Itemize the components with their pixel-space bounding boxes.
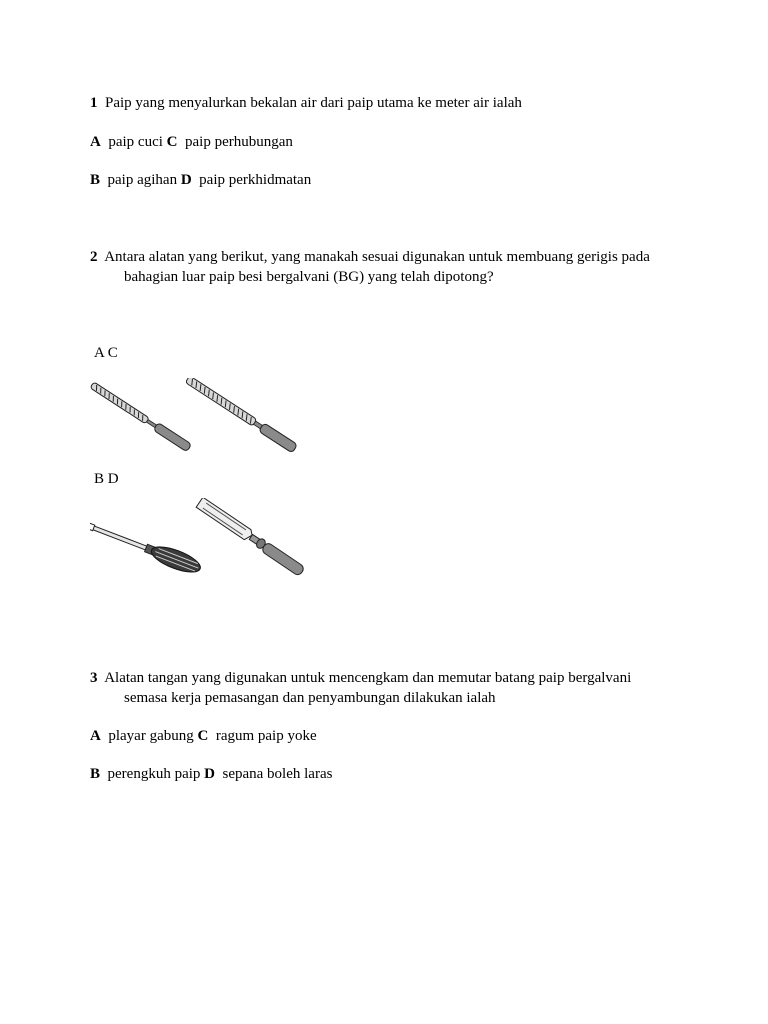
option-letter-c: C — [197, 728, 209, 744]
option-letter-d: D — [204, 766, 215, 782]
question-3-options-row-1 — [90, 727, 317, 745]
chisel-icon — [192, 498, 306, 578]
round-file-icon — [90, 382, 194, 454]
question-1-stem: Paip yang menyalurkan bekalan air dari paip utama ke meter air ialah — [105, 95, 522, 111]
question-3-option-c: ragum paip yoke — [215, 728, 317, 744]
screwdriver-icon — [90, 518, 202, 578]
question-3-option-d: sepana boleh laras — [222, 766, 333, 782]
question-1-option-a: paip cuci — [108, 134, 163, 150]
question-1-option-c: paip perhubungan — [185, 134, 293, 150]
question-3-option-b: perengkuh paip — [107, 766, 201, 782]
option-letter-a: A — [90, 134, 101, 150]
question-3-options-row-2 — [90, 765, 332, 783]
question-2-stem-line-1 — [90, 248, 650, 266]
question-1-number: 1 — [90, 95, 98, 111]
question-3-option-a: playar gabung — [108, 728, 194, 744]
question-2-row-2-labels: B D — [94, 471, 119, 487]
question-3-stem-1: Alatan tangan yang digunakan untuk mencengkam dan memutar batang paip bergalvani — [104, 670, 632, 686]
question-3-number: 3 — [90, 670, 98, 686]
option-letter-a: A — [90, 728, 101, 744]
question-1-options-row-2 — [90, 171, 311, 189]
option-letter-d: D — [180, 172, 192, 188]
question-3-stem-line-2: semasa kerja pemasangan dan penyambungan dilakukan ialah — [124, 690, 496, 706]
question-1-option-d: paip perkhidmatan — [199, 172, 312, 188]
question-1-stem-line — [90, 94, 522, 112]
option-letter-b: B — [90, 172, 101, 188]
question-2-stem-1: Antara alatan yang berikut, yang manakah sesuai digunakan untuk membuang gerigis pada — [104, 249, 650, 265]
option-letter-b: B — [90, 766, 101, 782]
question-2-number: 2 — [90, 249, 98, 265]
question-2-row-1-labels: A C — [94, 345, 118, 361]
question-3-stem-line-1 — [90, 669, 631, 687]
flat-file-icon — [186, 378, 302, 456]
question-1-option-b: paip agihan — [107, 172, 178, 188]
question-1-options-row-1 — [90, 133, 293, 151]
question-2-stem-line-2: bahagian luar paip besi bergalvani (BG) yang telah dipotong? — [124, 269, 494, 285]
option-letter-c: C — [166, 134, 178, 150]
